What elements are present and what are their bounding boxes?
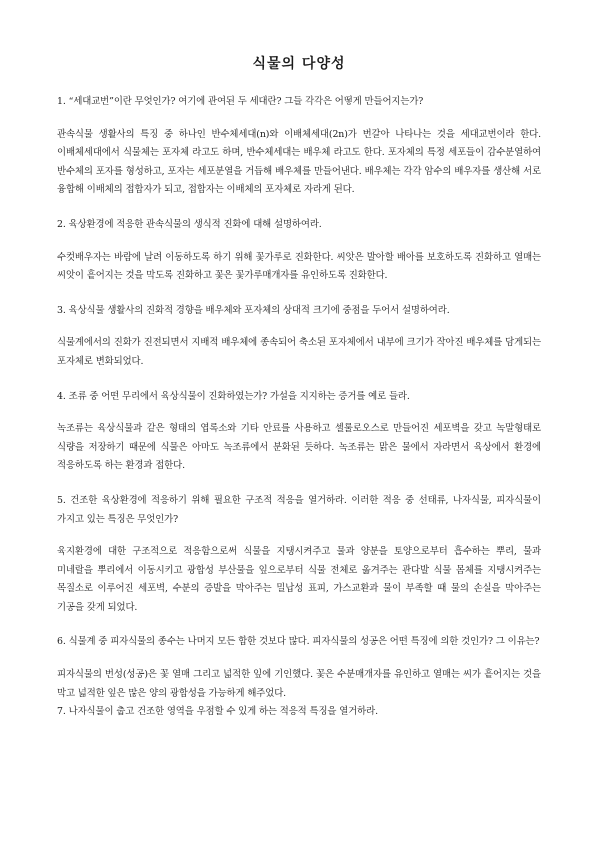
answer-1: 관속식물 생활사의 특징 중 하나인 반수체세대(n)와 이배체세대(2n)가 번갈아 나타나는 것을 세대교번이라 한다. 이배체세대에서 식물체는 포자체 라고도 하며, 반수체세대는 배우체 라고도 한다. 포자체의 특정 세포들이 감수분열하여 반수체의 포자를 형성하고, 포자는 세포분열을 거듭해 배우체를 만들어낸다. 배우체는 각각 암수의 배우자를 생산해 서로 융합해 이배체의 접합자가 되고, 접합자는 이배체의 포자체로 자라게 된다. — [57, 128, 541, 196]
answer-3: 식물계에서의 진화가 진전되면서 지배적 배우체에 종속되어 축소된 포자체에서 내부에 크기가 작아진 배우체를 담게되는 포자체로 변화되었다. — [57, 337, 541, 367]
section-6 — [57, 633, 541, 703]
section-7 — [57, 703, 541, 722]
question-6: 6. 식물계 중 피자식물의 종수는 나머지 모든 합한 것보다 많다. 피자식물의 성공은 어떤 특징에 의한 것인가? 그 이유는? — [57, 636, 540, 648]
document-body — [57, 93, 541, 722]
question-4: 4. 조류 중 어떤 무리에서 육상식물이 진화하였는가? 가설을 지지하는 증거를 예로 들라. — [57, 390, 410, 402]
question-5: 5. 건조한 육상환경에 적응하기 위해 필요한 구조적 적응을 열거하라. 이러한 적응 중 선태류, 나자식물, 피자식물이 가지고 있는 특징은 무엇인가? — [57, 494, 541, 525]
page-title: 식물의 다양성 — [252, 56, 346, 72]
question-1: 1. “세대교번”이란 무엇인가? 여기에 관여된 두 세대란? 그들 각각은 어떻게 만들어지는가? — [57, 96, 424, 107]
section-1 — [57, 93, 541, 200]
answer-2: 수컷배우자는 바람에 날려 이동하도록 하기 위해 꽃가루로 진화한다. 씨앗은 발아할 배아를 보호하도록 진화하고 열매는 씨앗이 흩어지는 것을 막도록 진화하고 꽃은 꽃가루매개자를 유인하도록 진화한다. — [57, 251, 541, 282]
answer-5: 육지환경에 대한 구조적으로 적응함으로써 식물을 지탱시켜주고 물과 양분을 토양으로부터 흡수하는 뿌리, 물과 미네랄을 뿌리에서 이동시키고 광합성 부산물을 잎으로부터 식물 전체로 옮겨주는 관다발 식물 몸체를 지탱시켜주는 목질소로 이루어진 세포벽, 수분의 증발을 막아주는 밀납성 표피, 가스교환과 물이 부족할 때 물의 손실을 막아주는 기공을 갖게 되었다. — [57, 546, 541, 613]
question-2: 2. 육상환경에 적응한 관속식물의 생식적 진화에 대해 설명하여라. — [57, 218, 322, 230]
section-3 — [57, 302, 541, 372]
question-3: 3. 육상식물 생활사의 진화적 경향을 배우체와 포자체의 상대적 크기에 중점을 두어서 설명하여라. — [57, 304, 450, 316]
answer-6: 피자식물의 번성(성공)은 꽃 열매 그리고 넓적한 잎에 기인했다. 꽃은 수분매개자를 유인하고 열매는 씨가 흩어지는 것을 막고 넓적한 잎은 많은 양의 광합성을 가능하게 해주었다. — [57, 669, 541, 699]
section-4 — [57, 388, 541, 476]
section-2 — [57, 216, 541, 286]
question-7: 7. 나자식물이 춥고 건조한 영역을 우점할 수 있게 하는 적응적 특징을 열거하라. — [57, 706, 378, 718]
section-5 — [57, 492, 541, 618]
answer-4: 녹조류는 육상식물과 같은 형태의 엽록소와 기타 안료를 사용하고 셀룰로오스로 만들어진 세포벽을 갖고 녹말형태로 식량을 저장하기 때문에 식물은 아마도 녹조류에서 분화된 듯하다. 녹조류는 맑은 물에서 자라면서 육상에서 환경에 적응하도록 하는 환경과 접한다. — [57, 423, 541, 472]
